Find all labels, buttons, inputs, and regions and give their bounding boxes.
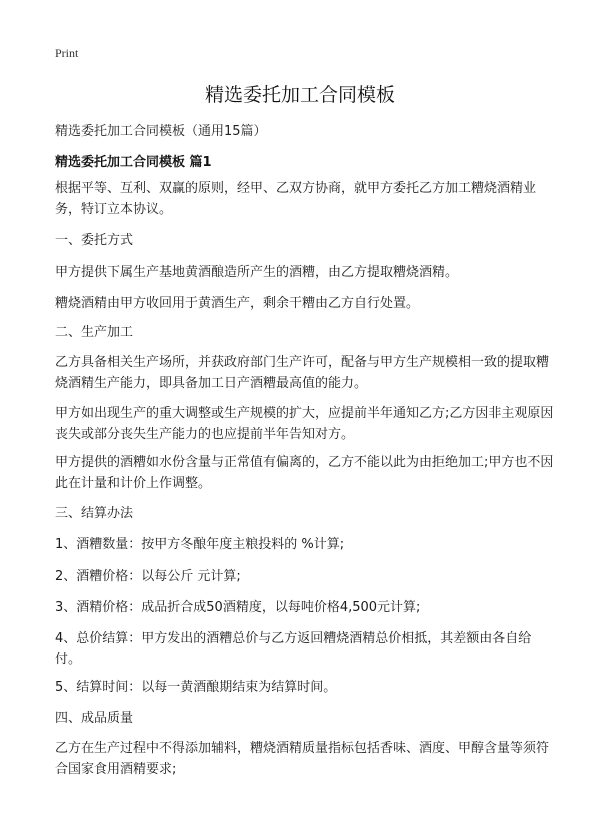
paragraph: 甲方提供下属生产基地黄酒酿造所产生的酒糟，由乙方提取糟烧酒精。 xyxy=(55,265,459,280)
paragraph: 甲方如出现生产的重大调整或生产规模的扩大，应提前半年通知乙方;乙方因非主观原因丧失或部分丧失生产能力的也应提前半年告知对方。 xyxy=(55,406,554,442)
paragraph: 乙方在生产过程中不得添加辅料，糟烧酒精质量指标包括香味、酒度、甲醇含量等须符合国家食用酒精要求; xyxy=(55,741,550,777)
paragraph: 糟烧酒精由甲方收回用于黄酒生产，剩余干糟由乙方自行处置。 xyxy=(55,296,420,311)
list-item: 4、总价结算：甲方发出的酒糟总价与乙方返回糟烧酒精总价相抵，其差额由各自给付。 xyxy=(55,631,532,667)
list-item: 1、酒糟数量：按甲方冬酿年度主粮投料的 %计算; xyxy=(55,537,345,552)
document-title: 精选委托加工合同模板 xyxy=(204,84,395,106)
heading-production: 二、生产加工 xyxy=(55,325,134,340)
document-subtitle: 精选委托加工合同模板（通用15篇） xyxy=(55,124,267,139)
paragraph: 乙方具备相关生产场所，并获政府部门生产许可，配备与甲方生产规模相一致的提取糟烧酒精生产能力，即具备加工日产酒糟最高值的能力。 xyxy=(55,355,550,391)
section-heading: 精选委托加工合同模板 篇1 xyxy=(55,155,212,170)
intro-paragraph: 根据平等、互利、双赢的原则，经甲、乙双方协商，就甲方委托乙方加工糟烧酒精业务，特订立本协议。 xyxy=(55,181,537,217)
list-item: 3、酒精价格：成品折合成50酒精度，以每吨价格4,500元计算; xyxy=(55,600,421,615)
list-item: 5、结算时间：以每一黄酒酿期结束为结算时间。 xyxy=(55,680,337,695)
list-item: 2、酒糟价格：以每公斤 元计算; xyxy=(55,569,241,584)
heading-product-quality: 四、成品质量 xyxy=(55,711,134,726)
heading-settlement: 三、结算办法 xyxy=(55,506,134,521)
paragraph: 甲方提供的酒糟如水份含量与正常值有偏离的，乙方不能以此为由拒绝加工;甲方也不因此在计量和计价上作调整。 xyxy=(55,455,554,491)
heading-commission-method: 一、委托方式 xyxy=(55,233,134,248)
print-link[interactable]: Print xyxy=(55,46,79,60)
